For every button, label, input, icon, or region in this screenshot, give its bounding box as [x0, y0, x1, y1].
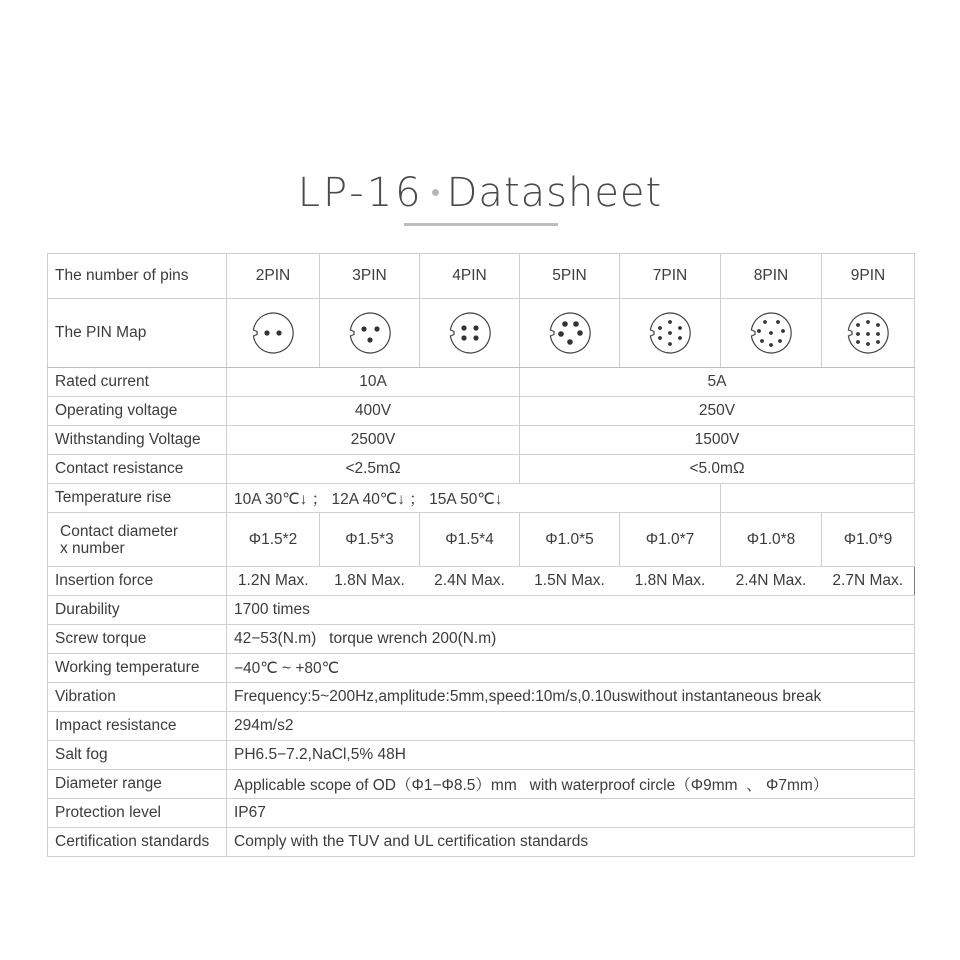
pin-count-cell: 2PIN — [227, 254, 320, 299]
value-cell: 1.5N Max. — [520, 567, 620, 596]
value-cell: 1.2N Max. — [227, 567, 320, 596]
table-row-withstanding-voltage — [48, 426, 915, 455]
table-row-temperature-rise — [48, 484, 915, 513]
row-label: Operating voltage — [48, 397, 227, 426]
value-cell: <5.0mΩ — [520, 455, 915, 484]
value-cell: 1.8N Max. — [620, 567, 721, 596]
value-cell: 2.4N Max. — [420, 567, 520, 596]
value-cell: 1.8N Max. — [320, 567, 420, 596]
value-cell: 42−53(N.m) torque wrench 200(N.m) — [227, 625, 915, 654]
value-cell: 400V — [227, 397, 520, 426]
value-cell: 2.4N Max. — [721, 567, 822, 596]
table-row-working-temperature — [48, 654, 915, 683]
3-pin-connector-icon — [347, 310, 393, 356]
value-cell: PH6.5−7.2,NaCl,5% 48H — [227, 741, 915, 770]
value-cell: IP67 — [227, 799, 915, 828]
value-cell: 2.7N Max. — [822, 567, 915, 596]
value-cell: Applicable scope of OD（Φ1−Φ8.5）mm with waterproof circle（Φ9mm 、 Φ7mm） — [227, 770, 915, 799]
value-cell: <2.5mΩ — [227, 455, 520, 484]
value-cell: −40℃ ~ +80℃ — [227, 654, 915, 683]
table-row-pin-count — [48, 254, 915, 299]
table-row-vibration — [48, 683, 915, 712]
table-row-diameter-range — [48, 770, 915, 799]
value-cell: 2500V — [227, 426, 520, 455]
model-name: LP-16 — [297, 170, 424, 216]
row-label: Contact resistance — [48, 455, 227, 484]
title-underline — [404, 223, 558, 226]
pin-count-cell: 3PIN — [320, 254, 420, 299]
5-pin-connector-icon — [547, 310, 593, 356]
pin-count-cell: 4PIN — [420, 254, 520, 299]
pin-count-cell: 7PIN — [620, 254, 721, 299]
separator-dot-icon — [432, 189, 439, 196]
empty-cell — [721, 484, 915, 513]
4-pin-connector-icon — [447, 310, 493, 356]
value-cell: 10A — [227, 368, 520, 397]
table-row-operating-voltage — [48, 397, 915, 426]
value-cell: Φ1.0*9 — [822, 513, 915, 567]
value-cell: 1700 times — [227, 596, 915, 625]
value-cell: 294m/s2 — [227, 712, 915, 741]
row-label: The PIN Map — [48, 299, 227, 368]
pin-count-cell: 8PIN — [721, 254, 822, 299]
table-row-durability — [48, 596, 915, 625]
row-label: Vibration — [48, 683, 227, 712]
value-cell: Φ1.0*5 — [520, 513, 620, 567]
row-label: Salt fog — [48, 741, 227, 770]
table-row-salt-fog — [48, 741, 915, 770]
value-cell: Φ1.0*8 — [721, 513, 822, 567]
row-label: The number of pins — [48, 254, 227, 299]
value-cell: Frequency:5~200Hz,amplitude:5mm,speed:10m/s,0.10uswithout instantaneous break — [227, 683, 915, 712]
row-label: Working temperature — [48, 654, 227, 683]
pin-count-cell: 5PIN — [520, 254, 620, 299]
value-cell: 5A — [520, 368, 915, 397]
table-row-protection-level — [48, 799, 915, 828]
title-datasheet: Datasheet — [446, 170, 663, 216]
7-pin-connector-icon — [647, 310, 693, 356]
row-label: Durability — [48, 596, 227, 625]
value-cell: Φ1.5*4 — [420, 513, 520, 567]
table-row-contact-diameter — [48, 513, 915, 567]
row-label: Diameter range — [48, 770, 227, 799]
page-title — [0, 170, 960, 216]
row-label: Certification standards — [48, 828, 227, 857]
value-cell: Φ1.5*2 — [227, 513, 320, 567]
table-row-contact-resistance — [48, 455, 915, 484]
row-label: Rated current — [48, 368, 227, 397]
value-cell: Φ1.0*7 — [620, 513, 721, 567]
2-pin-connector-icon — [250, 310, 296, 356]
table-row-screw-torque — [48, 625, 915, 654]
value-cell: 10A 30℃↓ ； 12A 40℃↓ ； 15A 50℃↓ — [227, 484, 721, 513]
row-label: Protection level — [48, 799, 227, 828]
value-cell: 1500V — [520, 426, 915, 455]
row-label: Temperature rise — [48, 484, 227, 513]
value-cell: Φ1.5*3 — [320, 513, 420, 567]
table-row-certification — [48, 828, 915, 857]
table-row-rated-current — [48, 368, 915, 397]
row-label: Contact diameter x number — [48, 513, 227, 567]
value-cell: Comply with the TUV and UL certification standards — [227, 828, 915, 857]
datasheet-table — [47, 253, 915, 857]
table-row-impact-resistance — [48, 712, 915, 741]
8-pin-connector-icon — [748, 310, 794, 356]
value-cell: 250V — [520, 397, 915, 426]
pin-count-cell: 9PIN — [822, 254, 915, 299]
table-row-pin-map — [48, 299, 915, 368]
row-label: Withstanding Voltage — [48, 426, 227, 455]
9-pin-connector-icon — [845, 310, 891, 356]
row-label: Screw torque — [48, 625, 227, 654]
row-label: Impact resistance — [48, 712, 227, 741]
row-label: Insertion force — [48, 567, 227, 596]
table-row-insertion-force — [48, 567, 915, 596]
